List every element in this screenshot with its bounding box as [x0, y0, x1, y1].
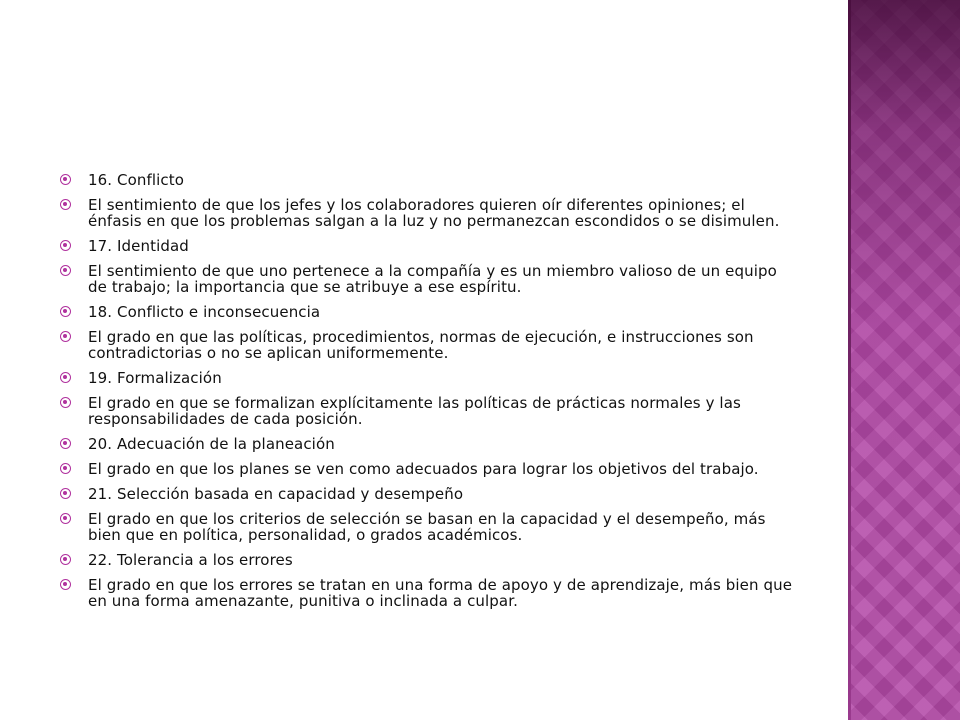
bullet-item-heading-16 [60, 172, 800, 188]
target-bullet-icon [60, 331, 71, 342]
bullet-item-heading-17 [60, 238, 800, 254]
side-band-edge [848, 0, 851, 720]
bullet-item-heading-21 [60, 486, 800, 502]
target-bullet-icon [60, 397, 71, 408]
bullet-text: 17. Identidad [88, 237, 189, 255]
bullet-text: El grado en que se formalizan explícitamente las políticas de prácticas normales y las responsabilidades de cada posición. [88, 394, 741, 428]
target-bullet-icon [60, 240, 71, 251]
bullet-item-description-19 [60, 395, 800, 427]
bullet-item-heading-22 [60, 552, 800, 568]
bullet-item-description-17 [60, 263, 800, 295]
bullet-text: 20. Adecuación de la planeación [88, 435, 335, 453]
bullet-text: El grado en que las políticas, procedimientos, normas de ejecución, e instrucciones son contradictorias o no se aplican uniformemente. [88, 328, 754, 362]
target-bullet-icon [60, 372, 71, 383]
target-bullet-icon [60, 174, 71, 185]
bullet-item-description-16 [60, 197, 800, 229]
bullet-list [60, 172, 800, 609]
target-bullet-icon [60, 265, 71, 276]
bullet-text: El sentimiento de que uno pertenece a la compañía y es un miembro valioso de un equipo de trabajo; la importancia que se atribuye a ese espíritu. [88, 262, 777, 296]
target-bullet-icon [60, 463, 71, 474]
bullet-text: El grado en que los criterios de selección se basan en la capacidad y el desempeño, más bien que en política, personalidad, o grados académicos. [88, 510, 766, 544]
bullet-item-description-22 [60, 577, 800, 609]
target-bullet-icon [60, 579, 71, 590]
bullet-item-description-18 [60, 329, 800, 361]
bullet-item-description-20 [60, 461, 800, 477]
target-bullet-icon [60, 199, 71, 210]
target-bullet-icon [60, 488, 71, 499]
slide-content [60, 172, 800, 618]
bullet-text: 16. Conflicto [88, 171, 185, 189]
bullet-text: 19. Formalización [88, 369, 222, 387]
bullet-text: 21. Selección basada en capacidad y desempeño [88, 485, 464, 503]
bullet-item-heading-18 [60, 304, 800, 320]
target-bullet-icon [60, 513, 71, 524]
bullet-item-heading-20 [60, 436, 800, 452]
target-bullet-icon [60, 438, 71, 449]
bullet-text: El grado en que los planes se ven como adecuados para lograr los objetivos del trabajo. [88, 460, 759, 478]
decorative-side-band [848, 0, 960, 720]
bullet-item-description-21 [60, 511, 800, 543]
bullet-text: El grado en que los errores se tratan en una forma de apoyo y de aprendizaje, más bien que en una forma amenazante, punitiva o inclinada a culpar. [88, 576, 793, 610]
target-bullet-icon [60, 554, 71, 565]
bullet-text: El sentimiento de que los jefes y los colaboradores quieren oír diferentes opiniones; el énfasis en que los problemas salgan a la luz y no permanezcan escondidos o se disimulen. [88, 196, 780, 230]
bullet-item-heading-19 [60, 370, 800, 386]
bullet-text: 22. Tolerancia a los errores [88, 551, 293, 569]
target-bullet-icon [60, 306, 71, 317]
bullet-text: 18. Conflicto e inconsecuencia [88, 303, 321, 321]
